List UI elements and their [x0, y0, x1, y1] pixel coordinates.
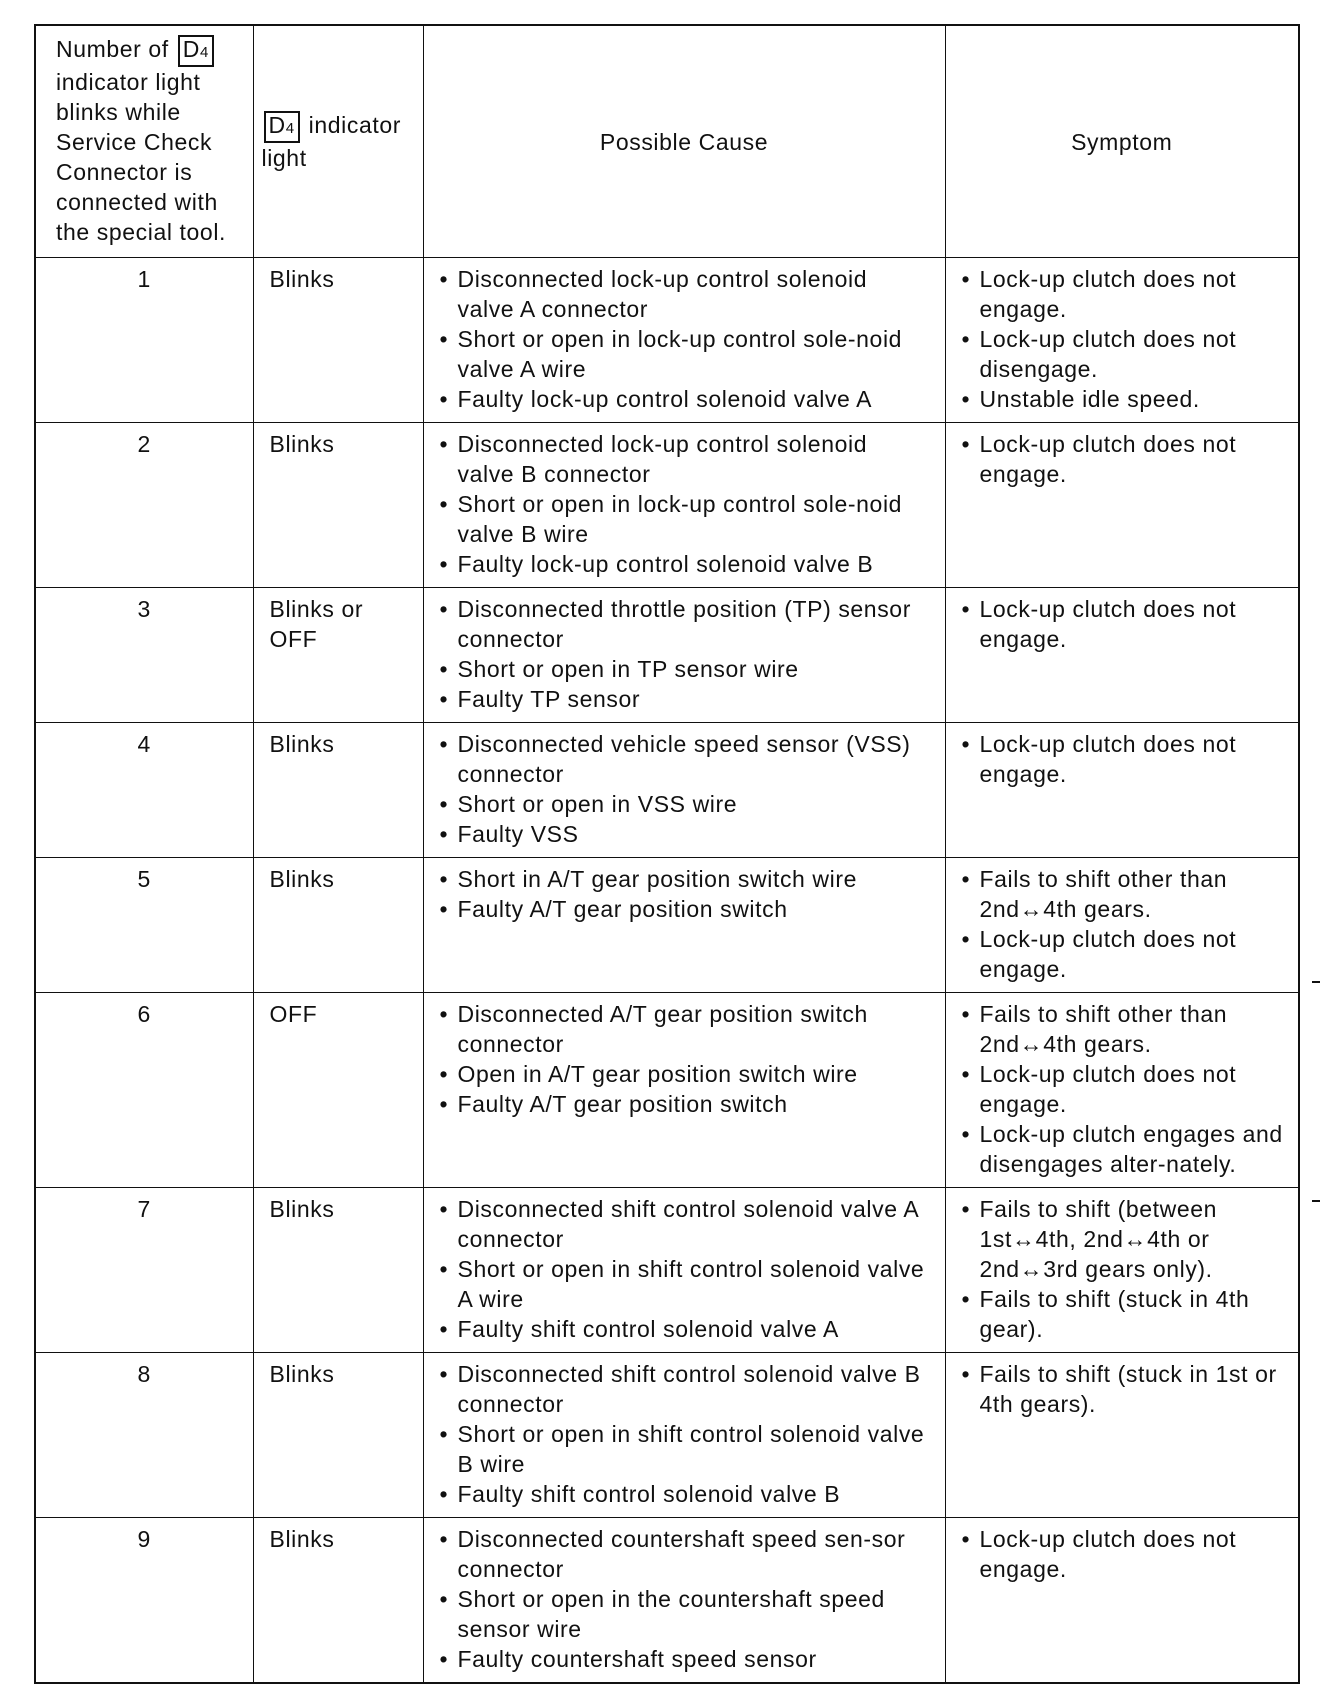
symptom-item: • Fails to shift (stuck in 4th gear).: [960, 1284, 1285, 1344]
indicator-light-cell: Blinks: [253, 423, 423, 588]
blink-count-cell: 5: [35, 858, 253, 993]
indicator-light-cell: Blinks: [253, 258, 423, 423]
symptom-item: • Lock-up clutch does not disengage.: [960, 324, 1285, 384]
cause-item: • Faulty A/T gear position switch: [438, 1089, 931, 1119]
symptom-cell: [945, 723, 1299, 858]
possible-cause-cell: [423, 588, 945, 723]
possible-cause-cell: [423, 258, 945, 423]
possible-cause-cell-list: [438, 594, 931, 714]
cause-item: • Short or open in lock-up control sole-noid valve B wire: [438, 489, 931, 549]
cause-item: • Faulty lock-up control solenoid valve B: [438, 549, 931, 579]
symptom-cell-list: [960, 1359, 1285, 1419]
indicator-light-cell: Blinks: [253, 858, 423, 993]
cause-item: • Faulty VSS: [438, 819, 931, 849]
cause-item: • Faulty shift control solenoid valve B: [438, 1479, 931, 1509]
indicator-light-cell: OFF: [253, 993, 423, 1188]
cause-item: • Disconnected vehicle speed sensor (VSS) connector: [438, 729, 931, 789]
symptom-cell: [945, 1188, 1299, 1353]
symptom-item: • Lock-up clutch does not engage.: [960, 429, 1285, 489]
cause-item: • Open in A/T gear position switch wire: [438, 1059, 931, 1089]
possible-cause-cell: [423, 1188, 945, 1353]
symptom-cell-list: [960, 264, 1285, 414]
symptom-item: • Lock-up clutch engages and disengages alter-nately.: [960, 1119, 1285, 1179]
symptom-cell-list: [960, 594, 1285, 654]
symptom-cell: [945, 993, 1299, 1188]
table-row: [35, 993, 1299, 1188]
header-number-suffix: indicator light blinks while Service Check Connector is connected with the special tool.: [56, 69, 227, 245]
symptom-item: • Lock-up clutch does not engage.: [960, 924, 1285, 984]
possible-cause-cell: [423, 723, 945, 858]
blink-count-cell: 8: [35, 1353, 253, 1518]
symptom-item: • Lock-up clutch does not engage.: [960, 1059, 1285, 1119]
table-row: [35, 1353, 1299, 1518]
symptom-item: • Fails to shift other than 2nd↔4th gears.: [960, 999, 1285, 1059]
cause-item: • Disconnected throttle position (TP) sensor connector: [438, 594, 931, 654]
indicator-light-cell: Blinks: [253, 723, 423, 858]
symptom-cell-list: [960, 429, 1285, 489]
possible-cause-cell: [423, 858, 945, 993]
header-number-prefix: Number of: [56, 36, 169, 62]
possible-cause-cell-list: [438, 864, 931, 924]
indicator-light-cell: Blinks: [253, 1518, 423, 1684]
symptom-item: • Lock-up clutch does not engage.: [960, 264, 1285, 324]
possible-cause-cell: [423, 1518, 945, 1684]
cause-item: • Faulty TP sensor: [438, 684, 931, 714]
symptom-item: • Fails to shift (stuck in 1st or 4th gears).: [960, 1359, 1285, 1419]
symptom-item: • Unstable idle speed.: [960, 384, 1285, 414]
possible-cause-cell-list: [438, 429, 931, 579]
blink-count-cell: 9: [35, 1518, 253, 1684]
possible-cause-cell-list: [438, 1524, 931, 1674]
symptom-cell: [945, 1518, 1299, 1684]
possible-cause-cell-list: [438, 999, 931, 1119]
cause-item: • Disconnected shift control solenoid valve B connector: [438, 1359, 931, 1419]
table-row: [35, 723, 1299, 858]
cause-item: • Faulty shift control solenoid valve A: [438, 1314, 931, 1344]
cause-item: • Short or open in shift control solenoid valve B wire: [438, 1419, 931, 1479]
table-body: [35, 258, 1299, 1684]
symptom-cell-list: [960, 729, 1285, 789]
cause-item: • Disconnected shift control solenoid valve A connector: [438, 1194, 931, 1254]
cause-item: • Short or open in lock-up control sole-noid valve A wire: [438, 324, 931, 384]
symptom-item: • Fails to shift (between 1st↔4th, 2nd↔4th or 2nd↔3rd gears only).: [960, 1194, 1285, 1284]
header-symptom: Symptom: [945, 25, 1299, 258]
cause-item: • Faulty A/T gear position switch: [438, 894, 931, 924]
cause-item: • Short or open in shift control solenoid valve A wire: [438, 1254, 931, 1314]
symptom-cell: [945, 258, 1299, 423]
symptom-cell-list: [960, 999, 1285, 1179]
possible-cause-cell: [423, 423, 945, 588]
blink-count-cell: 3: [35, 588, 253, 723]
symptom-cell-list: [960, 864, 1285, 984]
d4-indicator-icon: D4: [178, 35, 214, 67]
blink-count-cell: 2: [35, 423, 253, 588]
possible-cause-cell-list: [438, 729, 931, 849]
cause-item: • Faulty lock-up control solenoid valve A: [438, 384, 931, 414]
cause-item: • Disconnected A/T gear position switch connector: [438, 999, 931, 1059]
blink-count-cell: 4: [35, 723, 253, 858]
blink-count-cell: 1: [35, 258, 253, 423]
table-row: [35, 1518, 1299, 1684]
table-row: [35, 588, 1299, 723]
possible-cause-cell-list: [438, 1359, 931, 1509]
symptom-item: • Fails to shift other than 2nd↔4th gears.: [960, 864, 1285, 924]
symptom-cell: [945, 858, 1299, 993]
blink-count-cell: 7: [35, 1188, 253, 1353]
cause-item: • Short in A/T gear position switch wire: [438, 864, 931, 894]
symptom-cell: [945, 588, 1299, 723]
diagnostic-table: [34, 24, 1300, 1684]
indicator-light-cell: Blinks or OFF: [253, 588, 423, 723]
symptom-cell: [945, 423, 1299, 588]
possible-cause-cell: [423, 1353, 945, 1518]
cause-item: • Short or open in the countershaft speed sensor wire: [438, 1584, 931, 1644]
cause-item: • Short or open in VSS wire: [438, 789, 931, 819]
table-row: [35, 258, 1299, 423]
symptom-item: • Lock-up clutch does not engage.: [960, 594, 1285, 654]
d4-indicator-icon: D4: [264, 111, 300, 143]
cause-item: • Disconnected lock-up control solenoid valve B connector: [438, 429, 931, 489]
header-blink-count: [35, 25, 253, 258]
cause-item: • Short or open in TP sensor wire: [438, 654, 931, 684]
table-row: [35, 1188, 1299, 1353]
cause-item: • Disconnected lock-up control solenoid valve A connector: [438, 264, 931, 324]
margin-mark: [1312, 1200, 1320, 1202]
symptom-cell-list: [960, 1524, 1285, 1584]
table-row: [35, 858, 1299, 993]
margin-mark: [1312, 981, 1320, 983]
header-indicator-suffix: indicator light: [261, 112, 402, 171]
header-row: [35, 25, 1299, 258]
indicator-light-cell: Blinks: [253, 1188, 423, 1353]
symptom-cell: [945, 1353, 1299, 1518]
symptom-item: • Lock-up clutch does not engage.: [960, 1524, 1285, 1584]
cause-item: • Disconnected countershaft speed sen-sor connector: [438, 1524, 931, 1584]
table-row: [35, 423, 1299, 588]
indicator-light-cell: Blinks: [253, 1353, 423, 1518]
symptom-cell-list: [960, 1194, 1285, 1344]
possible-cause-cell-list: [438, 1194, 931, 1344]
header-possible-cause: Possible Cause: [423, 25, 945, 258]
possible-cause-cell: [423, 993, 945, 1188]
blink-count-cell: 6: [35, 993, 253, 1188]
header-indicator-light: [253, 25, 423, 258]
cause-item: • Faulty countershaft speed sensor: [438, 1644, 931, 1674]
symptom-item: • Lock-up clutch does not engage.: [960, 729, 1285, 789]
possible-cause-cell-list: [438, 264, 931, 414]
